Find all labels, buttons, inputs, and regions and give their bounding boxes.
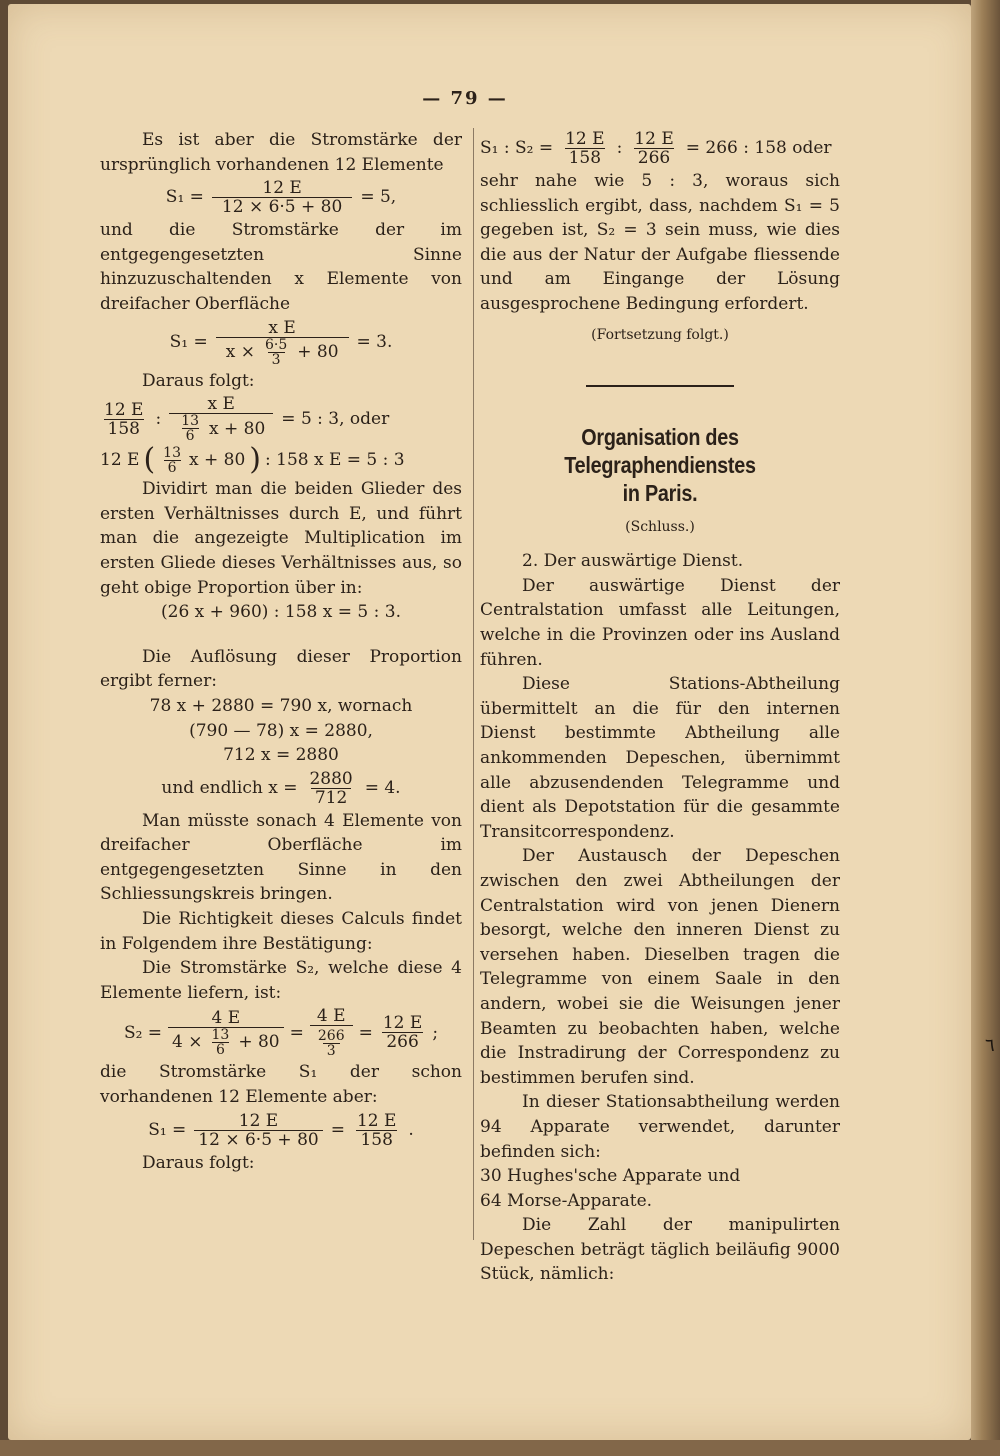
eq-rhs: = 266 : 158 oder — [685, 138, 832, 159]
paragraph: Daraus folgt: — [142, 1152, 255, 1173]
eq-lhs: S₁ = — [165, 187, 204, 208]
numerator: 13 — [163, 444, 181, 461]
denominator: 12 × 6·5 + 80 — [194, 1130, 322, 1149]
column-divider — [473, 128, 474, 1240]
fraction — [194, 1112, 322, 1149]
equation-line: (26 x + 960) : 158 x = 5 : 3. — [161, 602, 401, 623]
eq-lhs: S₁ : S₂ = — [480, 138, 554, 159]
fraction — [212, 179, 352, 216]
fraction — [310, 1007, 353, 1058]
equation-s1-x — [100, 319, 462, 367]
denominator: 6 — [182, 428, 199, 443]
paragraph: In dieser Stationsabtheilung werden 94 Apparate verwendet, darunter befinden sich: — [480, 1092, 840, 1162]
denominator — [168, 1027, 284, 1057]
denominator: 158 — [356, 1130, 396, 1149]
denominator: 6 — [212, 1042, 229, 1057]
fraction — [630, 130, 677, 167]
fraction — [169, 395, 273, 443]
denominator: 3 — [268, 352, 285, 367]
page-edge-right — [971, 0, 1000, 1456]
paragraph: Die Auflösung dieser Proportion ergibt ferner: — [100, 646, 462, 692]
eq-part: . — [408, 1119, 414, 1140]
equals: = — [289, 1022, 304, 1043]
inner-fraction — [208, 1028, 234, 1057]
numerator: 12 E — [356, 1110, 397, 1131]
inner-fraction — [177, 414, 203, 443]
numerator: 12 E — [104, 399, 144, 420]
denominator: 6 — [164, 460, 181, 475]
equation-line: (790 — 78) x = 2880, — [189, 720, 373, 741]
numerator: 12 E — [262, 178, 302, 199]
numerator: 2880 — [309, 768, 353, 789]
paragraph: Daraus folgt: — [142, 370, 255, 391]
denominator: 266 — [634, 148, 674, 167]
numerator: 12 E — [634, 129, 674, 149]
den-part: x × — [225, 342, 255, 363]
margin-mark: ٦ — [985, 1035, 995, 1056]
equation-line: 78 x + 2880 = 790 x, wornach — [149, 695, 413, 716]
numerator: 6·5 — [264, 336, 288, 353]
equation-line: 712 x = 2880 — [223, 745, 339, 766]
den-part: + 80 — [238, 1032, 280, 1053]
eq-part: = 4. — [364, 777, 401, 798]
paragraph: die Stromstärke S₁ der schon vorhandenen 12 Elemente aber: — [100, 1062, 462, 1108]
fraction — [561, 130, 608, 167]
numerator: x E — [268, 317, 296, 338]
numerator: 12 E — [565, 129, 605, 149]
fraction — [100, 401, 147, 438]
numerator: 12 E — [238, 1110, 279, 1131]
den-part: x + 80 — [209, 418, 266, 439]
den-part: 4 × — [172, 1032, 203, 1053]
equals: = — [330, 1119, 345, 1140]
paragraph: Der auswärtige Dienst der Centralstation umfasst alle Leitungen, welche in die Provinzen oder ins Ausland führen. — [480, 575, 840, 670]
paragraph: Die Richtigkeit dieses Calculs findet in Folgendem ihre Bestätigung: — [100, 909, 462, 954]
equals: = — [358, 1022, 373, 1043]
list-item: 64 Morse-Apparate. — [480, 1190, 653, 1211]
equation-proportion — [100, 395, 462, 443]
eq-lhs: S₂ = — [123, 1022, 163, 1043]
equation-ratio — [480, 130, 840, 167]
numerator: 12 E — [382, 1013, 423, 1034]
eq-lhs: S₁ = — [148, 1119, 187, 1140]
equation-s2 — [100, 1007, 462, 1058]
article-heading — [505, 423, 815, 507]
equation-expanded — [100, 442, 462, 478]
eq-part: und endlich x = — [161, 777, 298, 798]
eq-lhs: S₁ = — [169, 332, 208, 353]
inner-fraction — [261, 338, 291, 367]
heading-line: Organisation des Telegraphendienstes — [564, 423, 756, 478]
conclusion-note: (Schluss.) — [625, 518, 695, 535]
continuation-note: (Fortsetzung folgt.) — [591, 326, 729, 343]
fraction — [168, 1009, 284, 1057]
equation-s1-again — [100, 1112, 462, 1149]
colon: : — [155, 408, 162, 429]
heading-line: in Paris. — [622, 479, 698, 506]
eq-part: x + 80 — [189, 449, 246, 470]
paragraph: Es ist aber die Stromstärke der ursprünglich vorhandenen 12 Elemente — [100, 130, 462, 175]
numerator: 4 E — [316, 1006, 346, 1027]
subsection-title: 2. Der auswärtige Dienst. — [522, 551, 744, 572]
fraction — [305, 770, 356, 807]
eq-rhs: = 5 : 3, oder — [281, 408, 390, 429]
eq-part: ; — [432, 1022, 439, 1043]
fraction — [216, 319, 349, 367]
denominator: 12 × 6·5 + 80 — [212, 197, 352, 216]
page-edge-bottom — [0, 1440, 1000, 1456]
eq-rhs: = 3. — [356, 332, 393, 353]
left-column — [100, 128, 462, 1175]
numerator: 266 — [317, 1028, 345, 1045]
denominator: 158 — [565, 148, 605, 167]
eq-part: : 158 x E = 5 : 3 — [265, 449, 405, 470]
eq-rhs: = 5, — [360, 187, 397, 208]
numerator: 13 — [181, 413, 200, 430]
numerator: x E — [207, 394, 235, 415]
eq-part: 12 E — [100, 449, 140, 470]
inner-fraction — [314, 1029, 349, 1058]
den-part: + 80 — [297, 342, 339, 363]
paragraph: Diese Stations-Abtheilung übermittelt an die für den internen Dienst bestimmte Abtheilung alle ankommenden Depeschen, übernimmt alle abzusendenden Telegramme und dient als Depotstation für die gesammte Transitcorrespondenz. — [480, 674, 840, 842]
denominator: 158 — [104, 419, 144, 438]
numerator: 13 — [211, 1026, 230, 1043]
denominator: 266 — [382, 1032, 422, 1051]
paren-close: ) — [249, 442, 261, 478]
paragraph: Der Austausch der Depeschen zwischen den zwei Abtheilungen der Centralstation wird von jenen Dienern besorgt, welche den inneren Dienst zu versehen haben. Dieselben tragen die Telegramme von einem Saale in den andern, wobei sie die Weisungen jener Beamten zu beobachten haben, welche die Instradirung der Correspondenz zu bestimmen berufen sind. — [480, 846, 840, 1088]
fraction — [353, 1112, 400, 1149]
equation-s1 — [100, 179, 462, 216]
paragraph: Die Zahl der manipulirten Depeschen beträgt täglich beiläufig 9000 Stück, nämlich: — [480, 1215, 840, 1285]
equation-result — [100, 770, 462, 807]
denominator: 3 — [323, 1043, 340, 1058]
denominator — [169, 413, 273, 443]
paren-open: ( — [143, 442, 156, 478]
inner-fraction — [159, 446, 185, 475]
section-rule — [586, 385, 734, 387]
denominator: 712 — [311, 788, 351, 807]
paragraph: Dividirt man die beiden Glieder des ersten Verhältnisses durch E, und führt man die angezeigte Multiplication im ersten Gliede dieses Verhältnisses aus, so geht obige Proportion über in: — [100, 479, 462, 598]
paragraph: Man müsste sonach 4 Elemente von dreifacher Oberfläche im entgegengesetzten Sinne in den Schliessungskreis bringen. — [100, 810, 462, 905]
denominator — [310, 1025, 353, 1058]
fraction — [379, 1014, 426, 1051]
right-column — [480, 128, 840, 1287]
paragraph: und die Stromstärke der im entgegengesetzten Sinne hinzuzuschaltenden x Elemente von dreifacher Oberfläche — [100, 220, 462, 314]
numerator: 4 E — [211, 1007, 241, 1028]
colon: : — [616, 138, 623, 159]
list-item: 30 Hughes'sche Apparate und — [480, 1166, 741, 1187]
paragraph: sehr nahe wie 5 : 3, woraus sich schliesslich ergibt, dass, nachdem S₁ = 5 gegeben ist, S₂ = 3 sein muss, wie dies die aus der Natur der Aufgabe fliessende und am Eingange der Lösung ausgesprochene Bedingung erfordert. — [480, 171, 840, 314]
paragraph: Die Stromstärke S₂, welche diese 4 Elemente liefern, ist: — [100, 958, 462, 1003]
page-number: — 79 — — [422, 88, 508, 109]
denominator — [216, 337, 349, 367]
